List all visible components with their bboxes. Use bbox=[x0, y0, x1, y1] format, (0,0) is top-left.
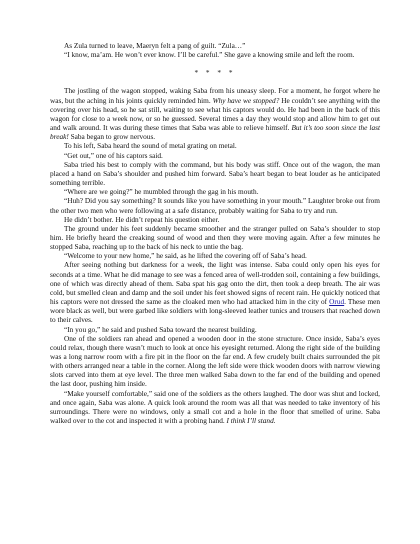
paragraph: The ground under his feet suddenly became smoother and the stranger pulled on Saba’s shoulder to stop him. He briefly heard the creaking sound of wood and then they were moving again. After a few minutes he stopped Saba, reaching up to the back of his neck to untie the bag. bbox=[50, 223, 380, 252]
section-separator: * * * * bbox=[194, 68, 236, 78]
paragraph: The jostling of the wagon stopped, waking Saba from his uneasy sleep. For a moment, he forgot where he was, but the aching in his joints quickly reminded him. Why have we stopped? He couldn’t see anything with the covering over his head, so he sat still, waiting to see what his captors would do. He had been in the back of this wagon for close to a week now, or so he guessed. Several times a day they would stop and allow him to get out and walk around. It was during these times that Saba was able to relieve himself. But it’s too soon since the last break! Saba began to grow nervous. bbox=[50, 86, 380, 142]
paragraph: He didn’t bother. He didn’t repeat his question either. bbox=[64, 214, 220, 224]
paragraph: “In you go,” he said and pushed Saba toward the nearest building. bbox=[64, 324, 257, 334]
paragraph: To his left, Saba heard the sound of metal grating on metal. bbox=[64, 141, 237, 151]
paragraph: One of the soldiers ran ahead and opened a wooden door in the stone structure. Once inside, Saba’s eyes could relax, though there wasn’t much to look at once his eyesight returned. Along the right side of the building was a long narrow room with a fire pit in the floor on the far end. A few crudely built chairs surrounded the pit with others arranged near a table in the corner. Along the left side were thick wooden doors with narrow viewing slots carved into them at eye level. The three men walked Saba down to the far end of the building and opened the last door, pushing him inside. bbox=[50, 333, 380, 389]
paragraph: “Get out,” one of his captors said. bbox=[64, 150, 163, 160]
paragraph: “Where are we going?” he mumbled through the gag in his mouth. bbox=[64, 187, 259, 197]
paragraph: Saba tried his best to comply with the command, but his body was stiff. Once out of the wagon, the man placed a hand on Saba’s shoulder and pushed him forward. Saba’s heart began to beat louder as he anticipated something terrible. bbox=[50, 159, 380, 188]
place-link-orud[interactable]: Orud bbox=[329, 297, 345, 307]
paragraph: “I know, ma’am. He won’t ever know. I’ll be careful.” She gave a knowing smile and left the room. bbox=[64, 50, 355, 60]
paragraph: “Welcome to your new home,” he said, as he lifted the covering off of Saba’s head. bbox=[64, 251, 307, 261]
paragraph: “Make yourself comfortable,” said one of the soldiers as the others laughed. The door was shut and locked, and once again, Saba was alone. A quick look around the room was all that was needed to take inventory of his surroundings. There were no windows, only a small cot and a hole in the floor that smelled of urine. Saba walked over to the cot and inspected it with a probing hand. I think I’ll stand. bbox=[50, 388, 380, 426]
page-body bbox=[50, 41, 380, 425]
paragraph: After seeing nothing but darkness for a week, the light was intense. Saba could only open his eyes for seconds at a time. What he did manage to see was a fenced area of well-trodden soil, containing a few buildings, one of which was directly ahead of them. Saba spat his gag onto the dirt, then took a deep breath. The air was cold, but smelled clean and damp and the soil under his feet showed signs of recent rain. He quickly noticed that his captors were not dressed the same as the cloaked men who had attacked him in the city of Orud. These men wore black as well, but were garbed like soldiers with long-sleeved leather tunics and trousers that reached down to their calves. bbox=[50, 260, 381, 325]
paragraph: “Huh? Did you say something? It sounds like you have something in your mouth.” Laughter broke out from the other two men who were following at a safe distance, probably waiting for Saba to try and run. bbox=[50, 196, 380, 215]
paragraph: As Zula turned to leave, Maeryn felt a pang of guilt. “Zula…” bbox=[64, 41, 246, 50]
